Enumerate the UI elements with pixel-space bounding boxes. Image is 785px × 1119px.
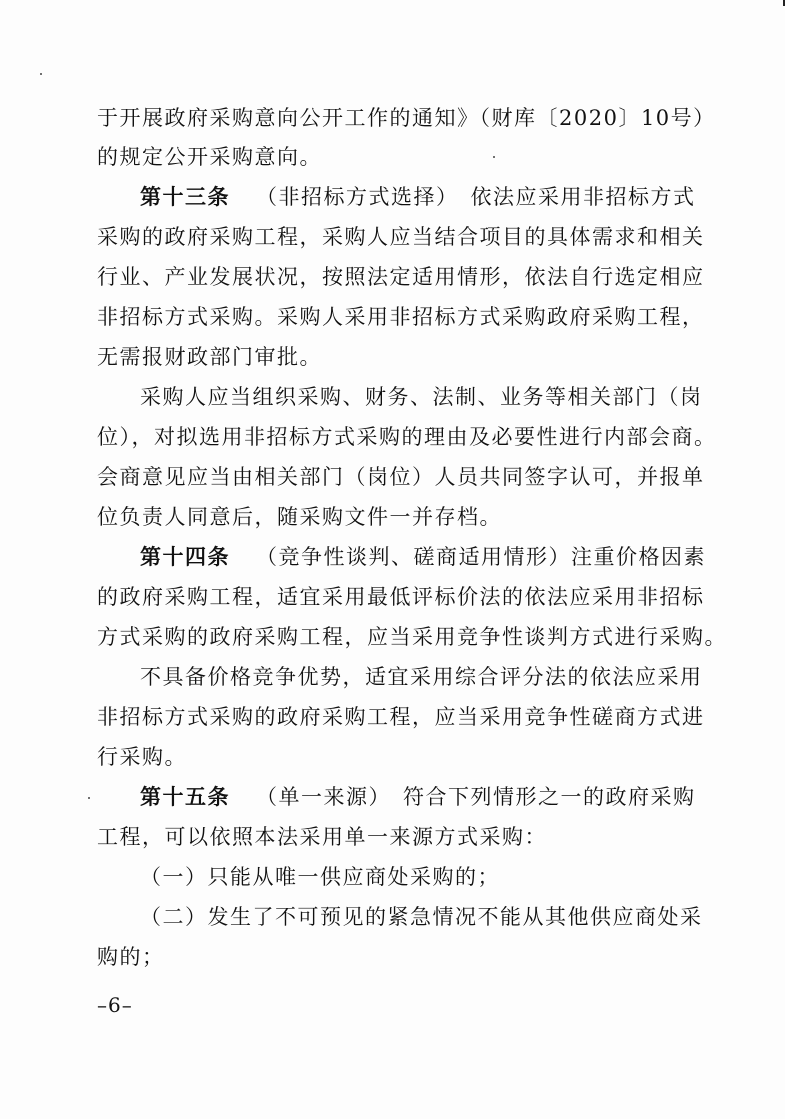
list-item: （一）只能从唯一供应商处采购的；: [140, 865, 500, 889]
article-15-first-line: [140, 783, 696, 811]
text-line: 行采购。: [97, 745, 187, 769]
text-line: 工程，可以依照本法采用单一来源方式采购：: [97, 825, 547, 849]
article-15-heading: （单一来源）: [256, 785, 391, 809]
text-line: 行业、产业发展状况，按照法定适用情形，依法自行选定相应: [97, 265, 705, 289]
text-line: 采购的政府采购工程，采购人应当结合项目的具体需求和相关: [97, 225, 705, 249]
text-line: 方式采购的政府采购工程，应当采用竞争性谈判方式进行采购。: [97, 625, 727, 649]
article-14-first-line: [140, 543, 706, 571]
article-13-text: 依法应采用非招标方式: [470, 185, 696, 209]
article-13-heading: （非招标方式选择）: [256, 185, 459, 209]
scan-speck: [88, 797, 90, 799]
article-15-text: 符合下列情形之一的政府采购: [403, 785, 696, 809]
text-line: 于开展政府采购意向公开工作的通知》（财库〔2020〕10号）: [97, 106, 716, 130]
text-line: 无需报财政部门审批。: [97, 345, 322, 369]
article-14-text: 注重价格因素: [571, 545, 706, 569]
article-13-title: 第十三条: [140, 184, 230, 209]
article-14-heading: （竞争性谈判、磋商适用情形）: [256, 545, 571, 569]
article-15-title: 第十五条: [140, 784, 230, 809]
list-item: （二）发生了不可预见的紧急情况不能从其他供应商处采: [140, 905, 703, 929]
article-14-title: 第十四条: [140, 544, 230, 569]
text-line: 购的；: [97, 945, 165, 969]
text-line: 非招标方式采购的政府采购工程，应当采用竞争性磋商方式进: [97, 705, 705, 729]
text-line: 的政府采购工程，适宜采用最低评标价法的依法应采用非招标: [97, 585, 705, 609]
text-line: 位），对拟选用非招标方式采购的理由及必要性进行内部会商。: [97, 425, 717, 449]
text-line: 非招标方式采购。采购人采用非招标方式采购政府采购工程，: [97, 305, 705, 329]
text-line: 位负责人同意后，随采购文件一并存档。: [97, 505, 502, 529]
page-number: –6–: [97, 993, 133, 1017]
article-13-first-line: [140, 183, 696, 211]
text-line: 的规定公开采购意向。: [97, 145, 322, 169]
text-line: 采购人应当组织采购、财务、法制、业务等相关部门（岗: [140, 385, 703, 409]
scan-speck: [40, 73, 42, 75]
text-line: 不具备价格竞争优势，适宜采用综合评分法的依法应采用: [140, 665, 703, 689]
text-line: 会商意见应当由相关部门（岗位）人员共同签字认可，并报单: [97, 465, 705, 489]
